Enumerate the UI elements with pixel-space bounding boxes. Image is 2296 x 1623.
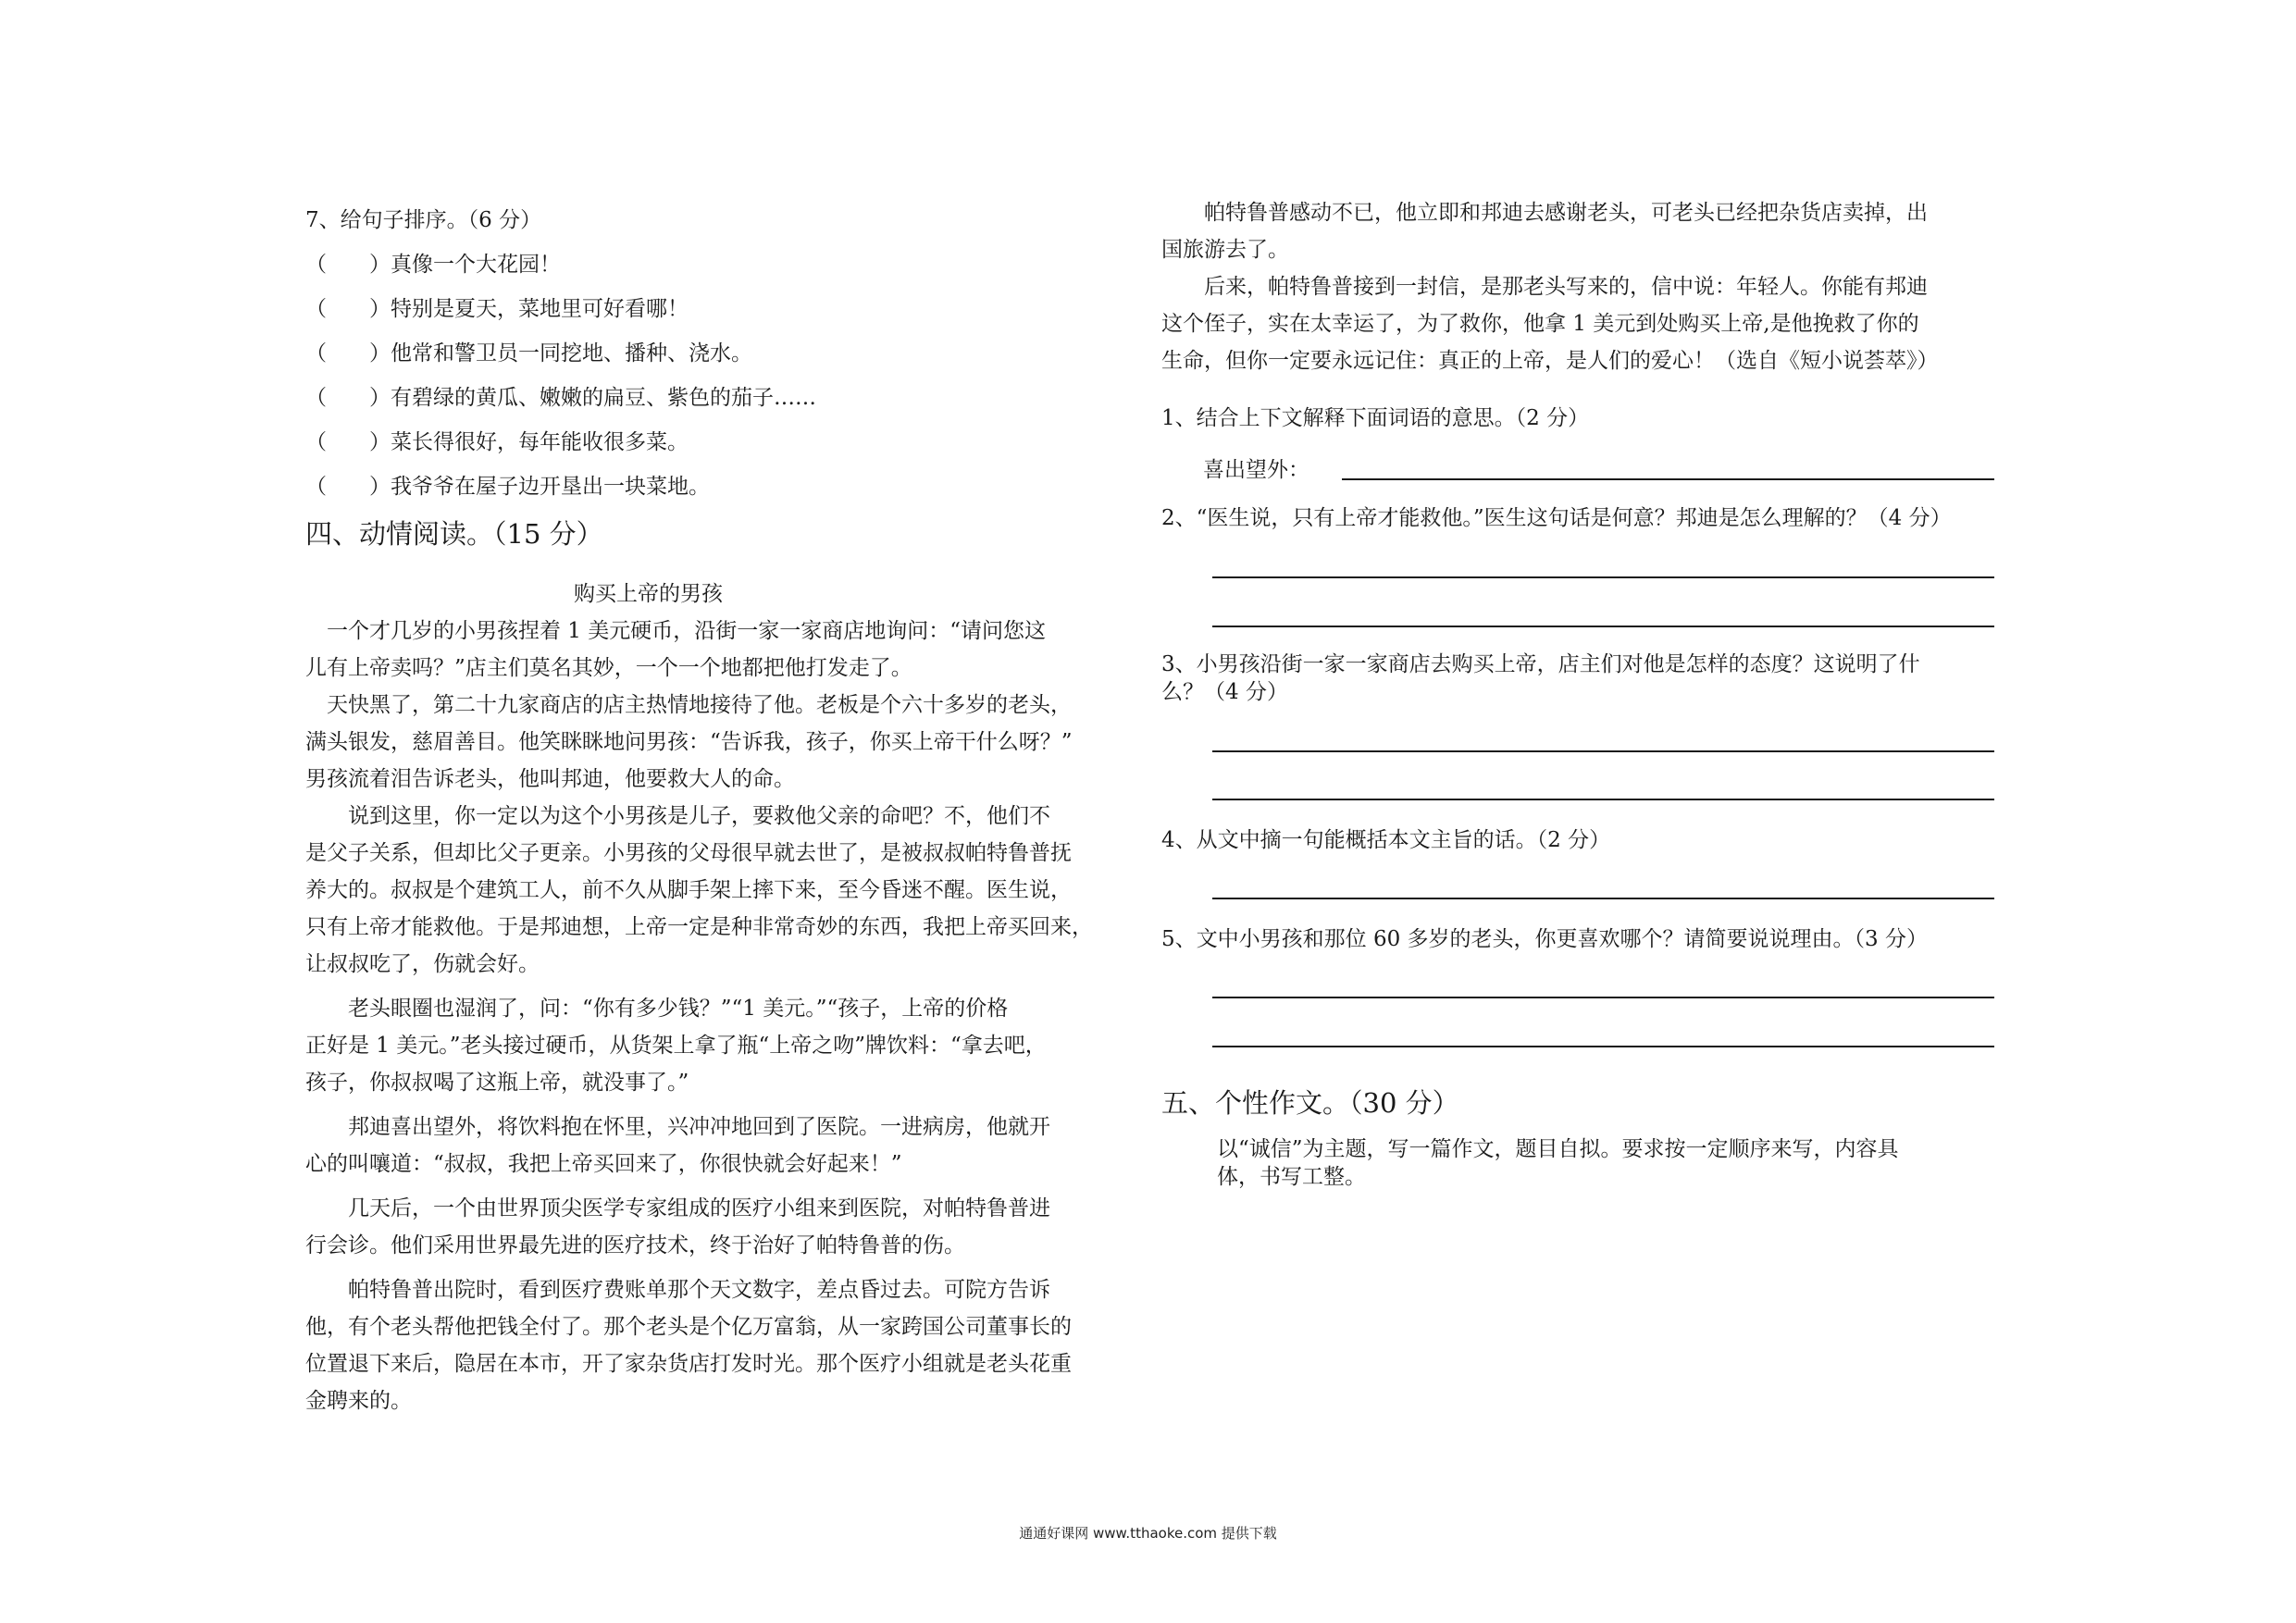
answer-line[interactable] xyxy=(1342,478,1994,480)
story-line: 满头银发，慈眉善目。他笑眯眯地问男孩：“告诉我，孩子，你买上帝干什么呀？” xyxy=(305,730,1073,754)
story-line: 正好是 1 美元。”老头接过硬币，从货架上拿了瓶“上帝之吻”牌饮料：“拿去吧， xyxy=(305,1034,1047,1058)
story-line: 帕特鲁普出院时，看到医疗费账单那个天文数字，差点昏过去。可院方告诉 xyxy=(305,1278,1050,1302)
story-line: 男孩流着泪告诉老头，他叫邦迪，他要救大人的命。 xyxy=(305,767,795,791)
question-3: 3、小男孩沿街一家一家商店去购买上帝，店主们对他是怎样的态度？这说明了什 xyxy=(1161,652,1920,676)
story-line: 金聘来的。 xyxy=(305,1389,412,1413)
story-line: 老头眼圈也湿润了，问：“你有多少钱？”“1 美元。”“孩子，上帝的价格 xyxy=(305,997,1009,1021)
story-line: 儿有上帝卖吗？”店主们莫名其妙，一个一个地都把他打发走了。 xyxy=(305,656,912,680)
story-line: 他，有个老头帮他把钱全付了。那个老头是个亿万富翁，从一家跨国公司董事长的 xyxy=(305,1315,1072,1339)
question-1-word: 喜出望外： xyxy=(1203,458,1309,482)
section5-title: 五、个性作文。（30 分） xyxy=(1161,1087,1459,1119)
story-line: 只有上帝才能救他。于是邦迪想，上帝一定是种非常奇妙的东西，我把上帝买回来， xyxy=(305,915,1093,939)
story-line: 国旅游去了。 xyxy=(1161,238,1289,262)
story-line: 说到这里，你一定以为这个小男孩是儿子，要救他父亲的命吧？不，他们不 xyxy=(305,804,1050,828)
q7-item: （ ）特别是夏天，菜地里可好看哪！ xyxy=(305,297,689,321)
answer-line[interactable] xyxy=(1212,997,1994,998)
answer-line[interactable] xyxy=(1212,626,1994,627)
q7-title: 7、给句子排序。（6 分） xyxy=(305,208,542,232)
essay-instruction-cont: 体，书写工整。 xyxy=(1217,1165,1366,1189)
answer-line[interactable] xyxy=(1212,898,1994,899)
answer-line[interactable] xyxy=(1212,799,1994,800)
story-line: 生命，但你一定要永远记住：真正的上帝，是人们的爱心！（选自《短小说荟萃》） xyxy=(1161,349,1939,373)
story-line: 是父子关系，但却比父子更亲。小男孩的父母很早就去世了，是被叔叔帕特鲁普抚 xyxy=(305,841,1072,865)
answer-line[interactable] xyxy=(1212,750,1994,752)
story-line: 心的叫嚷道：“叔叔，我把上帝买回来了，你很快就会好起来！” xyxy=(305,1152,902,1176)
story-line: 行会诊。他们采用世界最先进的医疗技术，终于治好了帕特鲁普的伤。 xyxy=(305,1233,965,1258)
story-line: 一个才几岁的小男孩捏着 1 美元硬币，沿街一家一家商店地询问：“请问您这 xyxy=(305,619,1047,643)
question-1: 1、结合上下文解释下面词语的意思。（2 分） xyxy=(1161,406,1590,430)
story-line: 让叔叔吃了，伤就会好。 xyxy=(305,952,540,976)
story-line: 这个侄子，实在太幸运了，为了救你，他拿 1 美元到处购买上帝,是他挽救了你的 xyxy=(1161,312,1919,336)
q7-item: （ ）他常和警卫员一同挖地、播种、浇水。 xyxy=(305,341,752,365)
q7-item: （ ）真像一个大花园！ xyxy=(305,253,561,277)
story-line: 邦迪喜出望外，将饮料抱在怀里，兴冲冲地回到了医院。一进病房，他就开 xyxy=(305,1115,1050,1139)
story-line: 养大的。叔叔是个建筑工人，前不久从脚手架上摔下来，至今昏迷不醒。医生说， xyxy=(305,878,1072,902)
question-2: 2、“医生说，只有上帝才能救他。”医生这句话是何意？邦迪是怎么理解的？（4 分） xyxy=(1161,506,1952,530)
story-line: 孩子，你叔叔喝了这瓶上帝，就没事了。” xyxy=(305,1071,689,1095)
question-3-cont: 么？（4 分） xyxy=(1161,680,1288,704)
story-line: 帕特鲁普感动不已，他立即和邦迪去感谢老头，可老头已经把杂货店卖掉，出 xyxy=(1161,201,1928,225)
question-5: 5、文中小男孩和那位 60 多岁的老头，你更喜欢哪个？请简要说说理由。（3 分） xyxy=(1161,927,1928,951)
answer-line[interactable] xyxy=(1212,576,1994,578)
q7-item: （ ）菜长得很好，每年能收很多菜。 xyxy=(305,430,689,454)
q7-item: （ ）有碧绿的黄瓜、嫩嫩的扁豆、紫色的茄子…… xyxy=(305,386,816,410)
section4-title: 四、动情阅读。（15 分） xyxy=(305,518,603,550)
story-line: 天快黑了，第二十九家商店的店主热情地接待了他。老板是个六十多岁的老头， xyxy=(305,693,1072,717)
q7-item: （ ）我爷爷在屋子边开垦出一块菜地。 xyxy=(305,475,710,499)
story-title: 购买上帝的男孩 xyxy=(574,582,723,606)
story-line: 几天后，一个由世界顶尖医学专家组成的医疗小组来到医院，对帕特鲁普进 xyxy=(305,1196,1050,1220)
answer-line[interactable] xyxy=(1212,1046,1994,1047)
story-line: 位置退下来后，隐居在本市，开了家杂货店打发时光。那个医疗小组就是老头花重 xyxy=(305,1352,1072,1376)
question-4: 4、从文中摘一句能概括本文主旨的话。（2 分） xyxy=(1161,828,1611,852)
footer-credit: 通通好课网 www.tthaoke.com 提供下载 xyxy=(1019,1525,1277,1542)
story-line: 后来，帕特鲁普接到一封信，是那老头写来的，信中说：年轻人。你能有邦迪 xyxy=(1161,275,1928,299)
essay-instruction: 以“诚信”为主题，写一篇作文，题目自拟。要求按一定顺序来写，内容具 xyxy=(1217,1137,1899,1161)
